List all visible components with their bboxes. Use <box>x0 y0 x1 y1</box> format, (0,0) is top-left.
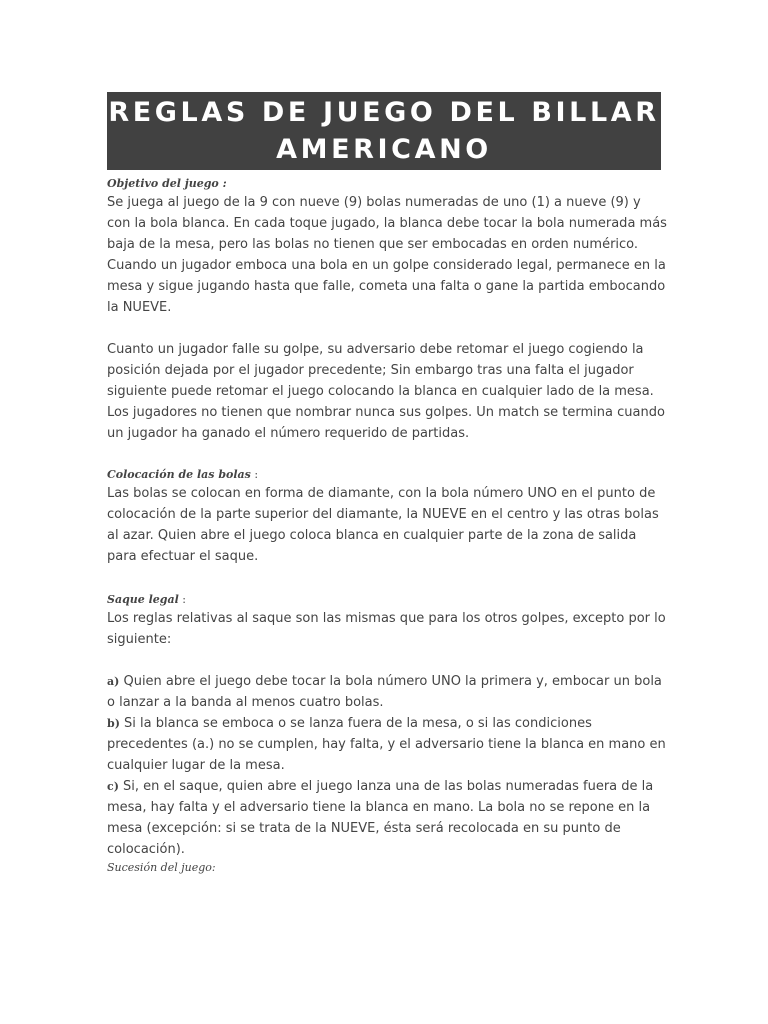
section-heading-saque-text: Saque legal <box>107 593 179 606</box>
page-title-line-1: REGLAS DE JUEGO DEL BILLAR <box>108 97 660 128</box>
page-title <box>107 92 661 170</box>
list-item <box>107 713 667 776</box>
list-item <box>107 776 667 860</box>
list-item <box>107 671 667 713</box>
section-heading-objetivo <box>107 176 667 192</box>
section-heading-colocacion <box>107 467 667 483</box>
list-item-label-c: c) <box>107 780 119 793</box>
section-heading-sucesion: Sucesión del juego: <box>107 861 216 874</box>
list-item-text-c: Si, en el saque, quien abre el juego lanza una de las bolas numeradas fuera de la mesa, hay falta y el adversario tiene la blanca en mano. La bola no se repone en la mesa (excepción: si se trata de la NUEVE, ésta será recolocada en su punto de colocación). <box>107 779 654 857</box>
page-title-line-2: AMERICANO <box>276 134 492 165</box>
paragraph-objetivo-1: Se juega al juego de la 9 con nueve (9) bolas numeradas de uno (1) a nueve (9) y con la bola blanca. En cada toque jugado, la blanca debe tocar la bola numerada más baja de la mesa, pero las bolas no tienen que ser embocadas en orden numérico. Cuando un jugador emboca una bola en un golpe considerado legal, permanece en la mesa y sigue jugando hasta que falle, cometa una falta o gane la partida embocando la NUEVE. <box>107 195 667 315</box>
paragraph-saque: Los reglas relativas al saque son las mismas que para los otros golpes, excepto por lo siguiente: <box>107 611 666 647</box>
list-item-label-a: a) <box>107 675 120 688</box>
section-heading-objetivo-colon: : <box>218 177 227 190</box>
section-heading-colocacion-text: Colocación de las bolas <box>107 468 251 481</box>
list-item-label-b: b) <box>107 717 120 730</box>
section-heading-colocacion-colon: : <box>250 468 259 481</box>
paragraph-colocacion: Las bolas se colocan en forma de diamante, con la bola número UNO en el punto de colocación de la parte superior del diamante, la NUEVE en el centro y las otras bolas al azar. Quien abre el juego coloca blanca en cualquier parte de la zona de salida para efectuar el saque. <box>107 486 659 564</box>
list-item-text-b: Si la blanca se emboca o se lanza fuera de la mesa, o si las condiciones precedentes (a.) no se cumplen, hay falta, y el adversario tiene la blanca en mano en cualquier lugar de la mesa. <box>107 716 666 773</box>
paragraph-objetivo-2: Cuanto un jugador falle su golpe, su adversario debe retomar el juego cogiendo la posición dejada por el jugador precedente; Sin embargo tras una falta el jugador siguiente puede retomar el juego colocando la blanca en cualquier lado de la mesa. Los jugadores no tienen que nombrar nunca sus golpes. Un match se termina cuando un jugador ha ganado el número requerido de partidas. <box>107 342 665 441</box>
section-heading-saque <box>107 592 667 608</box>
section-heading-saque-colon: : <box>178 593 186 606</box>
document-body <box>107 176 667 876</box>
list-item-text-a: Quien abre el juego debe tocar la bola número UNO la primera y, embocar un bola o lanzar a la banda al menos cuatro bolas. <box>107 674 662 710</box>
section-heading-objetivo-text: Objetivo del juego <box>107 177 219 190</box>
